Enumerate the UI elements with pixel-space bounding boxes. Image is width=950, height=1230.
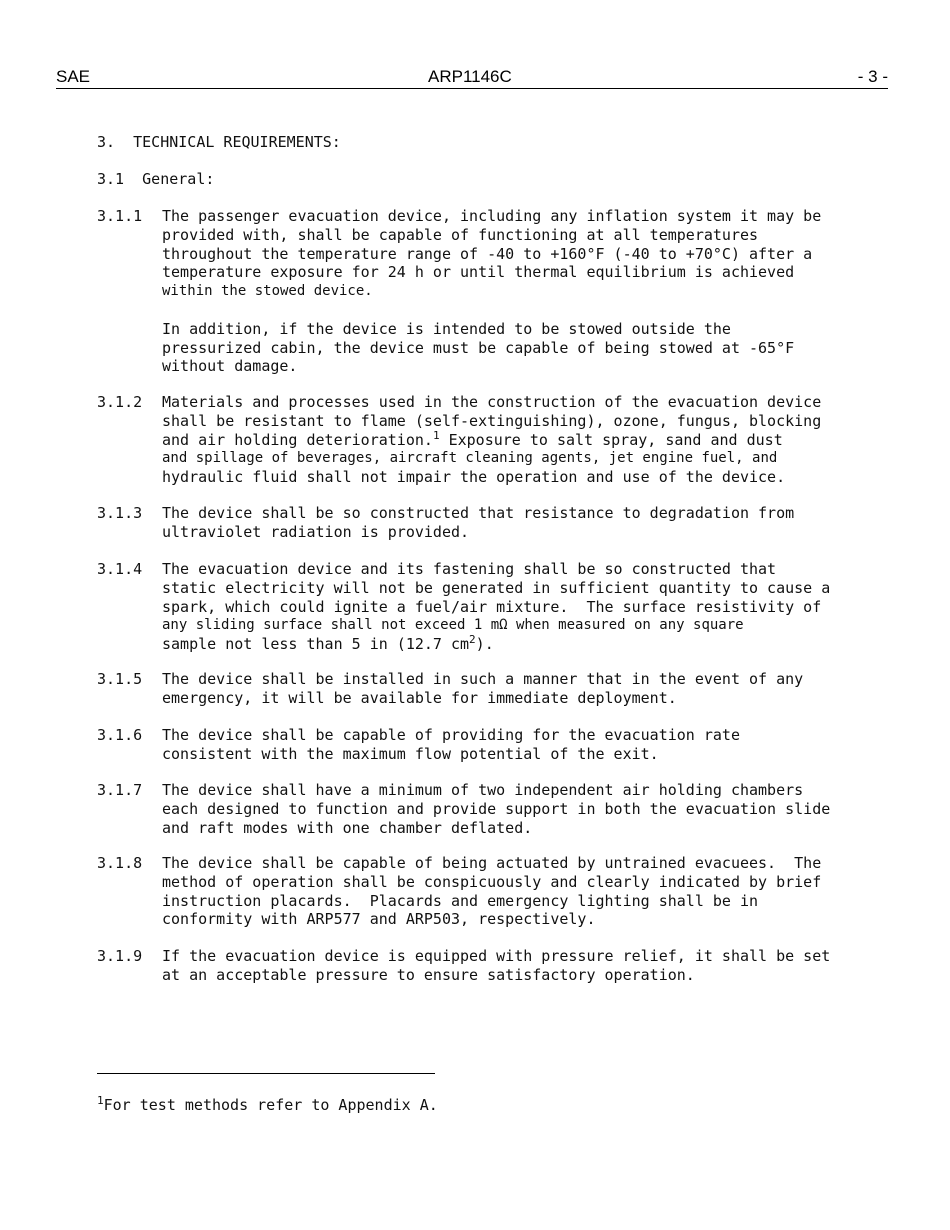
item-number: 3.1.8 [97,854,143,872]
text-line: consistent with the maximum flow potential of the exit. [162,744,659,763]
item-text [162,504,882,542]
text-line [162,428,882,450]
item-number: 3.1.6 [97,726,143,744]
text-line: shall be resistant to flame (self-extinguishing), ozone, fungus, blocking [162,411,822,430]
header-page-number: - 3 - [857,67,888,86]
text-line: The evacuation device and its fastening shall be so constructed that [162,560,777,578]
text-line: The passenger evacuation device, including any inflation system it may be [162,207,822,225]
item-text [162,560,882,654]
text-line: conformity with ARP577 and ARP503, respectively. [162,910,596,929]
text-line: ultraviolet radiation is provided. [162,522,470,541]
footnote [97,1096,438,1115]
item-number: 3.1.7 [97,781,143,799]
text-line: method of operation shall be conspicuously and clearly indicated by brief [162,872,822,891]
subsection-number: 3.1 [97,170,125,188]
subsection-title: General: [142,170,215,188]
text-line: The device shall be capable of providing for the evacuation rate [162,726,740,744]
text-line: spark, which could ignite a fuel/air mixture. The surface resistivity of [162,597,822,616]
text-line: any sliding surface shall not exceed 1 mΩ when measured on any square [162,617,744,634]
text-fragment: sample not less than 5 in (12.7 cm [162,635,470,654]
text-line: and raft modes with one chamber deflated. [162,818,533,837]
section-title: TECHNICAL REQUIREMENTS: [133,133,341,151]
text-line: hydraulic fluid shall not impair the operation and use of the device. [162,468,786,487]
text-fragment: ). [475,635,494,654]
text-line: static electricity will not be generated in sufficient quantity to cause a [162,578,831,597]
item-text [162,726,882,764]
page-header [56,66,888,89]
item-text [162,207,882,376]
item-text [162,854,882,929]
text-line: each designed to function and provide support in both the evacuation slide [162,799,831,818]
text-line: temperature exposure for 24 h or until thermal equilibrium is achieved [162,263,795,282]
text-line: The device shall be capable of being actuated by untrained evacuees. The [162,854,822,872]
text-fragment: and air holding deterioration. [162,430,433,449]
item-number: 3.1.9 [97,947,143,965]
text-line: at an acceptable pressure to ensure satisfactory operation. [162,965,695,984]
footnote-ref: 1 [432,428,440,442]
footnote-text: For test methods refer to Appendix A. [103,1096,438,1114]
text-line: pressurized cabin, the device must be capable of being stowed at -65°F [162,338,795,357]
text-line: instruction placards. Placards and emergency lighting shall be in [162,891,759,910]
text-line: Materials and processes used in the construction of the evacuation device [162,393,822,411]
item-text [162,947,882,985]
footnote-divider [97,1073,435,1074]
section-heading [97,133,341,152]
text-line: If the evacuation device is equipped with pressure relief, it shall be set [162,947,831,965]
item-text [162,781,882,837]
item-number: 3.1.1 [97,207,143,225]
text-line: within the stowed device. [162,283,373,300]
text-line: In addition, if the device is intended to be stowed outside the [162,319,731,338]
text-line: The device shall have a minimum of two independent air holding chambers [162,781,804,799]
text-line: and spillage of beverages, aircraft cleaning agents, jet engine fuel, and [162,450,778,467]
item-number: 3.1.3 [97,504,143,522]
text-line [162,635,882,654]
text-line: emergency, it will be available for immediate deployment. [162,688,677,707]
footnote-mark: 1 [97,1094,104,1107]
subsection-heading [97,170,214,189]
section-number: 3. [97,133,116,151]
item-text [162,393,882,487]
item-number: 3.1.2 [97,393,143,411]
superscript: 2 [469,633,476,647]
text-line: The device shall be installed in such a manner that in the event of any [162,670,804,688]
text-line: without damage. [162,357,298,376]
header-doc-id: ARP1146C [428,67,512,86]
item-number: 3.1.5 [97,670,143,688]
item-text [162,670,882,708]
text-line: throughout the temperature range of -40 to +160°F (-40 to +70°C) after a [162,244,813,263]
header-org: SAE [56,67,91,86]
item-number: 3.1.4 [97,560,143,578]
text-fragment: Exposure to salt spray, sand and dust [439,430,783,449]
text-line: The device shall be so constructed that resistance to degradation from [162,504,795,522]
text-line: provided with, shall be capable of functioning at all temperatures [162,225,759,244]
